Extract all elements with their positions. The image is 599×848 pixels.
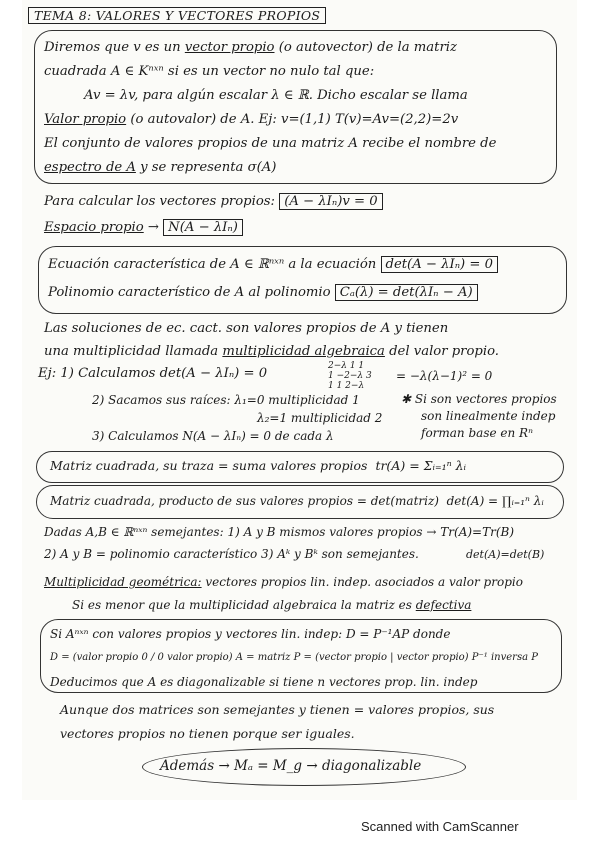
determinant-text: Matriz cuadrada, producto de sus valores propios = det(matriz) det(A) = ∏ᵢ₌₁ⁿ λᵢ [50, 494, 544, 508]
example-step-2b: λ₂=1 multiplicidad 2 [257, 411, 383, 425]
example-matrix-row-3: 1 1 2−λ [328, 381, 365, 391]
def-line-4: Valor propio (o autovalor) de A. Ej: v=(1,1) T(v)=Av=(2,2)=2v [44, 112, 459, 127]
geometric-line-1: Multiplicidad geométrica: vectores propios lin. indep. asociados a valor propio [44, 575, 523, 589]
diag-line-1: Si Aⁿˣⁿ con valores propios y vectores lin. indep: D = P⁻¹AP donde [50, 627, 451, 641]
example-step-2: 2) Sacamos sus raíces: λ₁=0 multiplicidad 1 [92, 393, 360, 407]
solutions-line-1: Las soluciones de ec. cact. son valores propios de A y tienen [44, 321, 449, 336]
page-title: TEMA 8: VALORES Y VECTORES PROPIOS [28, 7, 326, 24]
scanner-footer: Scanned with CamScanner [361, 819, 519, 834]
def-line-3: Av = λv, para algún escalar λ ∈ ℝ. Dicho escalar se llama [84, 88, 468, 103]
geometric-line-2: Si es menor que la multiplicidad algebraica la matriz es defectiva [72, 598, 472, 612]
eigen-equation: (A − λIₙ)v = 0 [279, 193, 382, 210]
example-result: = −λ(λ−1)² = 0 [396, 369, 493, 383]
solutions-line-2: una multiplicidad llamada multiplicidad algebraica del valor propio. [44, 344, 499, 359]
calc-line-1: Para calcular los vectores propios: (A − λIₙ)v = 0 [44, 194, 383, 210]
def-line-1: Diremos que v es un vector propio (o autovector) de la matriz [44, 40, 457, 55]
diag-line-3: Deducimos que A es diagonalizable si tiene n vectores prop. lin. indep [50, 675, 478, 689]
eigenspace-formula: N(A − λIₙ) [163, 219, 243, 236]
side-note-2: son linealmente indep [421, 409, 556, 423]
side-note-3: forman base en Rⁿ [421, 426, 533, 440]
def-line-5: El conjunto de valores propios de una matriz A recibe el nombre de [44, 136, 497, 151]
similar-line-1: Dadas A,B ∈ ℝⁿˣⁿ semejantes: 1) A y B mismos valores propios → Tr(A)=Tr(B) [44, 525, 515, 539]
example-matrix-row-1: 2−λ 1 1 [328, 361, 365, 371]
def-line-2: cuadrada A ∈ Kⁿˣⁿ si es un vector no nulo tal que: [44, 64, 375, 79]
example-step-3: 3) Calculamos N(A − λIₙ) = 0 de cada λ [92, 429, 334, 443]
char-eq-line: Ecuación característica de A ∈ ℝⁿˣⁿ a la ecuación det(A − λIₙ) = 0 [48, 257, 498, 273]
example-step-1: Ej: 1) Calculamos det(A − λIₙ) = 0 [38, 366, 268, 381]
conclusion-text: Además → Mₐ = M_g → diagonalizable [160, 758, 422, 774]
def-line-6: espectro de A y se representa σ(A) [44, 160, 277, 175]
ending-line-1: Aunque dos matrices son semejantes y tienen = valores propios, sus [60, 702, 495, 717]
example-matrix-row-2: 1 −2−λ 3 [328, 371, 372, 381]
trace-text: Matriz cuadrada, su traza = suma valores propios tr(A) = Σᵢ₌₁ⁿ λᵢ [50, 458, 467, 473]
diag-line-2: D = (valor propio 0 / 0 valor propio) A = matriz P = (vector propio | vector propio) P⁻¹ inversa P [50, 652, 538, 663]
side-note-1: ✱ Si son vectores propios [401, 392, 557, 406]
char-poly-line: Polinomio característico de A al polinomio Cₐ(λ) = det(λIₙ − A) [48, 285, 478, 301]
ending-line-2: vectores propios no tienen porque ser iguales. [60, 726, 355, 741]
similar-line-2: 2) A y B = polinomio característico 3) Aᵏ y Bᵏ son semejantes. [44, 547, 419, 561]
similar-det-note: det(A)=det(B) [466, 548, 545, 561]
calc-line-2: Espacio propio → N(A − λIₙ) [44, 220, 243, 236]
